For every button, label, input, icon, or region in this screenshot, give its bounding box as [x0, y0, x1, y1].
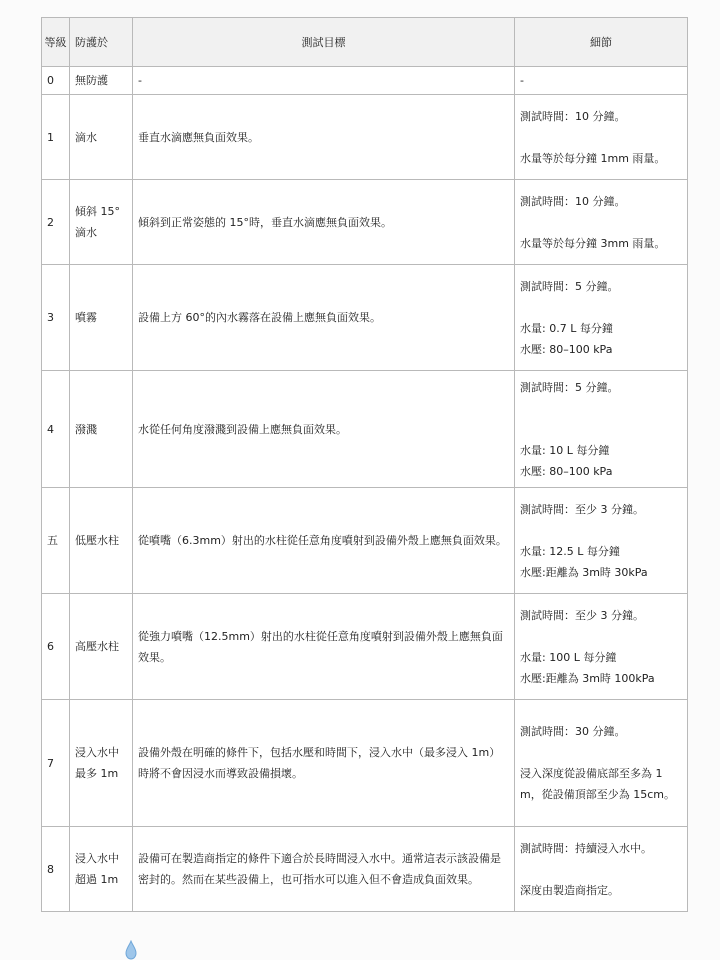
details-line — [520, 742, 682, 763]
cell-details — [515, 488, 688, 594]
details-line: 深度由製造商指定。 — [520, 883, 619, 897]
table-header-row — [42, 18, 688, 67]
table-row — [42, 180, 688, 265]
table-row — [42, 95, 688, 180]
cell-test-objective: 設備上方 60°的內水霧落在設備上應無負面效果。 — [133, 265, 515, 371]
cell-protects-against: 噴霧 — [70, 265, 133, 371]
details-line: - — [520, 74, 524, 87]
details-line: 水量: 12.5 L 每分鐘 — [520, 544, 620, 558]
cell-test-objective: - — [133, 67, 515, 95]
cell-protects-against: 高壓水柱 — [70, 594, 133, 700]
cell-test-objective: 水從任何角度潑濺到設備上應無負面效果。 — [133, 371, 515, 488]
table-row — [42, 700, 688, 827]
cell-protects-against: 浸入水中最多 1m — [70, 700, 133, 827]
details-line — [520, 398, 682, 419]
details-line: 水壓:距離為 3m時 30kPa — [520, 565, 648, 579]
cell-details — [515, 95, 688, 180]
header-level: 等級 — [42, 18, 70, 67]
details-line — [520, 520, 682, 541]
cell-details — [515, 180, 688, 265]
cell-level: 2 — [42, 180, 70, 265]
cell-details — [515, 700, 688, 827]
cell-level: 五 — [42, 488, 70, 594]
details-line: 測試時間：至少 3 分鐘。 — [520, 608, 644, 622]
cell-details — [515, 67, 688, 95]
cell-test-objective: 設備可在製造商指定的條件下適合於長時間浸入水中。通常這表示該設備是密封的。然而在某些設備上，也可指水可以進入但不會造成負面效果。 — [133, 827, 515, 912]
cell-protects-against: 低壓水柱 — [70, 488, 133, 594]
cell-test-objective: 傾斜到正常姿態的 15°時，垂直水滴應無負面效果。 — [133, 180, 515, 265]
cell-test-objective: 設備外殼在明確的條件下，包括水壓和時間下，浸入水中（最多浸入 1m）時將不會因浸水而導致設備損壞。 — [133, 700, 515, 827]
details-line: 測試時間：5 分鐘。 — [520, 380, 619, 394]
cell-protects-against: 滴水 — [70, 95, 133, 180]
details-line — [520, 419, 682, 440]
details-line: 水壓:距離為 3m時 100kPa — [520, 671, 655, 685]
table-body — [42, 67, 688, 912]
details-line — [520, 859, 682, 880]
details-line: 水量: 0.7 L 每分鐘 — [520, 321, 613, 335]
cell-test-objective: 從噴嘴（6.3mm）射出的水柱從任意角度噴射到設備外殼上應無負面效果。 — [133, 488, 515, 594]
details-line: 浸入深度從設備底部至多為 1m，從設備頂部至少為 15cm。 — [520, 767, 675, 801]
details-line: 測試時間：10 分鐘。 — [520, 109, 626, 123]
cell-level: 0 — [42, 67, 70, 95]
table-row — [42, 594, 688, 700]
cell-level: 4 — [42, 371, 70, 488]
details-line — [520, 297, 682, 318]
cell-details — [515, 827, 688, 912]
details-line: 水壓: 80–100 kPa — [520, 342, 613, 356]
details-line: 水量: 100 L 每分鐘 — [520, 650, 617, 664]
cell-protects-against: 傾斜 15° 滴水 — [70, 180, 133, 265]
details-line: 測試時間：5 分鐘。 — [520, 279, 619, 293]
table-row — [42, 265, 688, 371]
cell-details — [515, 594, 688, 700]
details-line: 水量等於每分鐘 1mm 雨量。 — [520, 151, 666, 165]
cell-level: 1 — [42, 95, 70, 180]
details-line — [520, 127, 682, 148]
details-line: 測試時間：30 分鐘。 — [520, 725, 626, 738]
table-row — [42, 67, 688, 95]
cell-test-objective: 從強力噴嘴（12.5mm）射出的水柱從任意角度噴射到設備外殼上應無負面效果。 — [133, 594, 515, 700]
details-line: 水量: 10 L 每分鐘 — [520, 443, 610, 457]
cell-details — [515, 265, 688, 371]
details-line: 測試時間：至少 3 分鐘。 — [520, 502, 644, 516]
cell-protects-against: 潑濺 — [70, 371, 133, 488]
details-line: 水量等於每分鐘 3mm 雨量。 — [520, 236, 666, 250]
header-details: 細節 — [515, 18, 688, 67]
details-line — [520, 626, 682, 647]
table-row — [42, 371, 688, 488]
details-line: 水壓: 80–100 kPa — [520, 464, 613, 478]
cell-level: 8 — [42, 827, 70, 912]
cell-test-objective: 垂直水滴應無負面效果。 — [133, 95, 515, 180]
details-line: 測試時間：10 分鐘。 — [520, 194, 626, 208]
header-protects-against: 防護於 — [70, 18, 133, 67]
cell-level: 7 — [42, 700, 70, 827]
details-line — [520, 212, 682, 233]
ip-rating-table — [41, 17, 688, 912]
cell-protects-against: 浸入水中超過 1m — [70, 827, 133, 912]
cell-protects-against: 無防護 — [70, 67, 133, 95]
table-row — [42, 488, 688, 594]
water-drop-icon — [124, 940, 138, 960]
table-row — [42, 827, 688, 912]
cell-details — [515, 371, 688, 488]
details-line: 測試時間：持續浸入水中。 — [520, 841, 652, 855]
header-test-objective: 測試目標 — [133, 18, 515, 67]
cell-level: 3 — [42, 265, 70, 371]
cell-level: 6 — [42, 594, 70, 700]
